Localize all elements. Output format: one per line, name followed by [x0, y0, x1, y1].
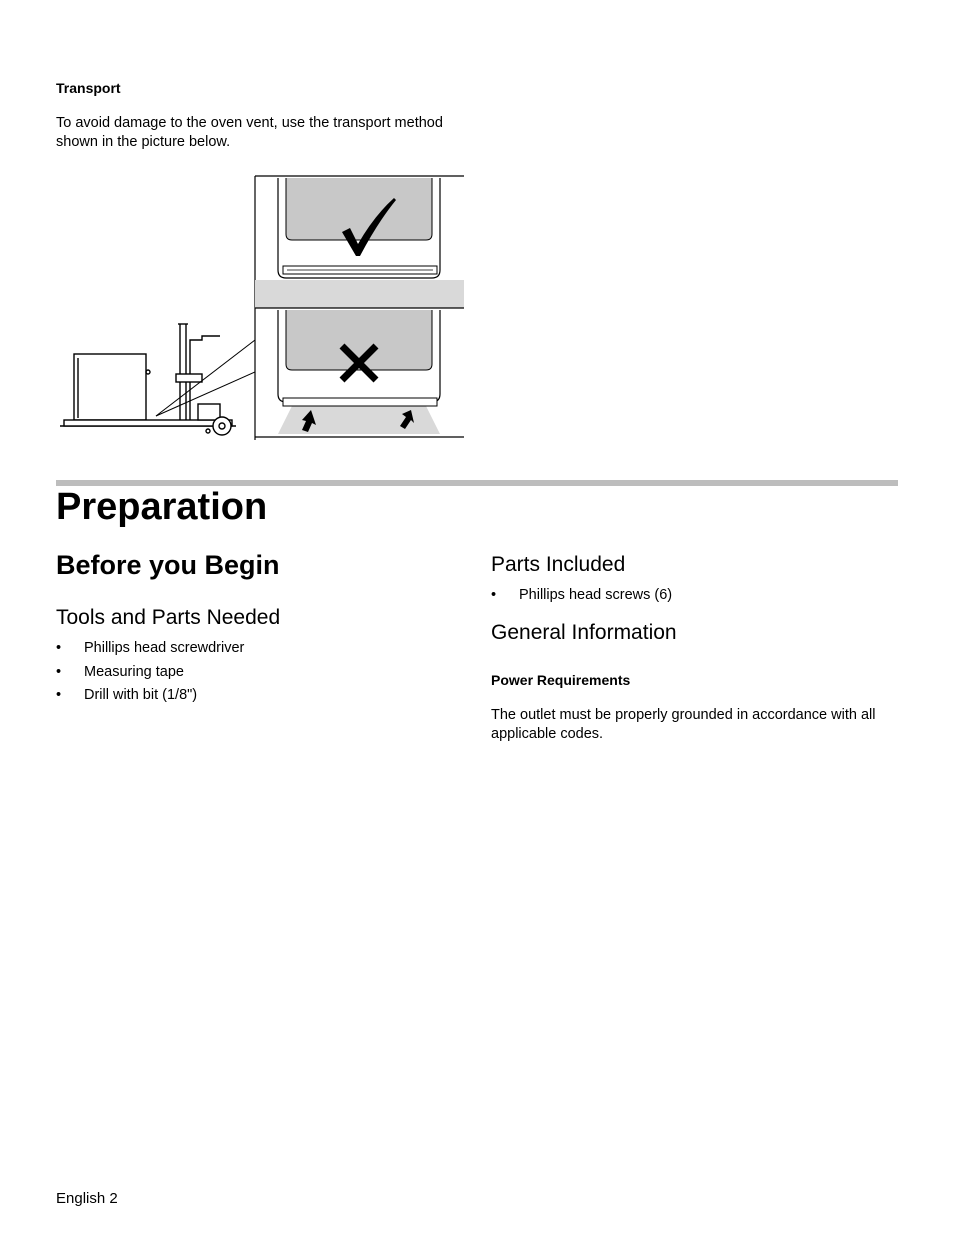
list-item: • Phillips head screwdriver: [56, 639, 436, 663]
list-item: • Measuring tape: [56, 663, 436, 687]
section-title: Preparation: [56, 486, 268, 528]
parts-heading: Parts Included: [491, 553, 626, 576]
pallet-jack-icon: [60, 324, 236, 435]
power-heading: Power Requirements: [491, 672, 631, 688]
list-item: • Drill with bit (1/8"): [56, 686, 436, 710]
before-heading: Before you Begin: [56, 550, 280, 580]
power-text: The outlet must be properly grounded in accordance with all applicable codes.: [491, 707, 876, 742]
incorrect-method-panel: [278, 310, 440, 434]
tools-list: [56, 639, 436, 710]
transport-illustration: [56, 174, 464, 440]
general-heading: General Information: [491, 621, 677, 644]
list-item: • Phillips head screws (6): [491, 586, 891, 610]
transport-instructions: To avoid damage to the oven vent, use the transport method shown in the picture below.: [56, 115, 443, 150]
parts-list: [491, 586, 891, 610]
transport-heading: Transport: [56, 80, 121, 96]
page-footer: English 2: [56, 1190, 118, 1207]
tools-heading: Tools and Parts Needed: [56, 606, 281, 629]
